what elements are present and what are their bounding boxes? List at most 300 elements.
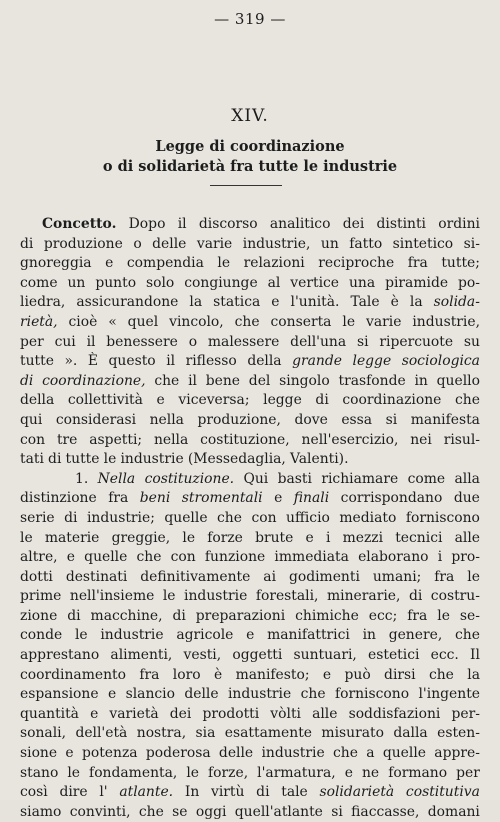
word: se <box>172 803 188 820</box>
word: È <box>87 353 99 370</box>
word: cui <box>54 333 76 350</box>
word: industrie <box>261 745 325 762</box>
word: 1. <box>75 470 89 487</box>
word: esten- <box>437 725 480 742</box>
word: slancio <box>125 686 175 703</box>
word: coordinazione <box>342 392 442 409</box>
word: industrie <box>227 686 292 703</box>
word: dell'età <box>75 725 128 742</box>
word: espansione <box>20 686 99 703</box>
text-line <box>20 568 480 588</box>
text-line <box>20 450 480 470</box>
word: po- <box>458 274 480 291</box>
word: il <box>188 372 197 389</box>
word: alle <box>454 529 480 546</box>
word: fra <box>139 666 160 683</box>
word: fiaccasse, <box>351 803 420 820</box>
word: o <box>133 235 142 252</box>
word: a <box>366 745 375 762</box>
word: l'armatura, <box>257 764 336 781</box>
word: che <box>138 803 164 820</box>
word: e <box>246 627 255 644</box>
word: Tale <box>350 294 380 311</box>
word: Qui <box>243 470 269 487</box>
word: alla <box>454 470 480 487</box>
word: serie <box>20 509 55 526</box>
word: fatto <box>349 235 383 252</box>
word: singolo <box>279 372 330 389</box>
word: godimenti <box>288 568 360 585</box>
word: considerasi <box>55 411 137 428</box>
word: dire <box>59 784 88 801</box>
word: quelle <box>164 509 208 526</box>
word: solo <box>146 274 175 291</box>
word: nei <box>410 431 432 448</box>
word: quantità <box>20 705 79 722</box>
word: fra <box>407 607 428 624</box>
word: nostra, <box>136 725 187 742</box>
text-line <box>20 274 480 294</box>
word: sonali, <box>20 725 67 742</box>
word: vesti, <box>183 647 222 664</box>
word: malessere <box>207 333 280 350</box>
word: quelle <box>84 549 128 566</box>
word: industrie; <box>86 509 155 526</box>
title-divider <box>210 185 282 186</box>
word: l'ingente <box>418 686 480 703</box>
word: reciproche <box>318 255 395 272</box>
word: varietà <box>109 705 159 722</box>
word: fra <box>434 568 455 585</box>
word: tutte <box>20 353 54 370</box>
word: così <box>20 784 48 801</box>
word: statica <box>213 294 261 311</box>
word: le <box>67 764 81 781</box>
chapter-title-line-2: o di solidarietà fra tutte le industrie <box>102 158 398 175</box>
word: produzione <box>43 235 123 252</box>
word: i <box>437 549 443 566</box>
word: industrie <box>120 451 184 468</box>
word: preparazioni <box>195 607 286 624</box>
word: il <box>86 333 96 350</box>
word: discorso <box>198 216 258 232</box>
word: forze <box>207 529 243 546</box>
word: ne <box>361 764 380 781</box>
word: che <box>455 392 480 409</box>
text-line <box>20 685 480 705</box>
word: dei <box>342 216 365 232</box>
word: in <box>362 627 376 644</box>
word: potenza <box>81 745 138 762</box>
word: domani <box>427 803 480 820</box>
word: gnoreggia <box>20 255 92 272</box>
word: tecnici <box>395 529 443 546</box>
word: Dopo <box>128 216 166 232</box>
word: mezzi <box>342 529 384 546</box>
word: in <box>414 372 428 389</box>
word: manifattrici <box>267 627 350 644</box>
word: e <box>274 490 283 507</box>
word: In <box>184 784 200 801</box>
word: costituzione, <box>200 431 290 448</box>
word: stromentali <box>181 490 263 507</box>
word: solidarietà <box>319 784 395 801</box>
word: le <box>74 627 88 644</box>
word: industrie, <box>242 235 311 252</box>
word: nell'esercizio, <box>301 431 399 448</box>
word: chimiche <box>295 607 359 624</box>
word: che <box>154 372 180 389</box>
word: suntuari, <box>293 647 357 664</box>
word: le <box>20 529 33 546</box>
text-line <box>20 313 480 333</box>
word: come <box>20 274 58 291</box>
word: poderosa <box>145 745 211 762</box>
word: della <box>20 392 55 409</box>
text-line <box>20 391 480 411</box>
word: se- <box>459 607 480 624</box>
text-line <box>20 666 480 686</box>
word: liedra, <box>20 294 66 311</box>
word: trasfonde <box>338 372 406 389</box>
word: e <box>344 764 353 781</box>
word: cioè <box>68 313 98 330</box>
text-line <box>20 470 480 490</box>
word: destinati <box>65 568 128 585</box>
text-line <box>20 333 480 353</box>
word: greggie, <box>111 529 171 546</box>
word: le <box>217 255 231 272</box>
word: il <box>166 353 176 370</box>
word: delle <box>184 686 219 703</box>
word: tutte; <box>441 255 480 272</box>
word: e <box>271 294 280 311</box>
word: di <box>20 235 34 252</box>
word: corrispondano <box>340 490 443 507</box>
text-line <box>20 215 480 235</box>
word: ai <box>263 568 277 585</box>
word: di <box>48 451 62 468</box>
word: materie <box>44 529 100 546</box>
paragraph-costituzione <box>20 470 480 822</box>
text-line <box>20 254 480 274</box>
word: che <box>300 686 326 703</box>
word: fra <box>407 255 428 272</box>
word: prime <box>20 588 62 605</box>
word: ecc. <box>430 647 459 664</box>
word: beni <box>139 490 171 507</box>
word: ufficio <box>286 509 330 526</box>
word: tutte <box>65 451 100 468</box>
word: quello <box>436 372 480 389</box>
word: solida- <box>433 294 480 311</box>
word: virtù <box>210 784 245 801</box>
word: le <box>103 451 117 468</box>
word: misurato <box>321 725 384 742</box>
word: soddisfazioni <box>348 705 441 722</box>
word: congiunge <box>184 274 258 291</box>
word: dotti <box>20 568 53 585</box>
word: sia <box>195 725 216 742</box>
word: che <box>136 549 162 566</box>
word: mediato <box>339 509 397 526</box>
word: coordinamento <box>20 666 126 683</box>
word: costituzione. <box>144 470 235 487</box>
word: industrie <box>184 588 248 605</box>
word: (Messedaglia, <box>187 451 286 468</box>
word: bene <box>205 372 241 389</box>
word: che <box>454 627 480 644</box>
word: macchine, <box>90 607 163 624</box>
word: richiamare <box>321 470 399 487</box>
word: industrie <box>100 627 164 644</box>
word: Concetto. <box>42 216 117 232</box>
word: industrie, <box>412 313 480 330</box>
word: di <box>172 607 186 624</box>
word: Il <box>469 647 480 664</box>
word: del <box>248 372 271 389</box>
word: per <box>456 764 480 781</box>
word: piramide <box>385 274 449 291</box>
word: prodotti <box>202 705 260 722</box>
word: dirsi <box>384 666 416 683</box>
word: finali <box>293 490 330 507</box>
word: compendia <box>126 255 204 272</box>
word: rietà, <box>20 313 58 330</box>
word: varie <box>365 313 402 330</box>
text-line <box>20 489 480 509</box>
word: fra <box>108 490 129 507</box>
word: con <box>170 549 196 566</box>
text-line <box>20 411 480 431</box>
word: elaborano <box>358 549 429 566</box>
word: agricole <box>176 627 234 644</box>
text-line <box>20 724 480 744</box>
word: al <box>267 274 281 291</box>
word: e <box>156 392 165 409</box>
word: benessere <box>106 333 178 350</box>
word: ordini <box>438 216 480 232</box>
word: le <box>186 764 199 781</box>
word: sione <box>20 745 58 762</box>
word: costru- <box>430 588 480 605</box>
word: e <box>322 666 332 683</box>
word: per <box>20 333 44 350</box>
word: oggetti <box>232 647 283 664</box>
word: di <box>408 588 423 605</box>
word: si <box>385 411 398 428</box>
word: manifesta <box>410 411 480 428</box>
word: delle <box>218 745 254 762</box>
word: che <box>332 745 358 762</box>
word: delle <box>152 235 187 252</box>
text-line <box>20 764 480 784</box>
word: siamo <box>20 803 62 820</box>
word: con <box>20 431 46 448</box>
word: riflesso <box>185 353 237 370</box>
word: manifesto; <box>235 666 310 683</box>
word: definitivamente <box>140 568 251 585</box>
paragraph-concetto <box>20 215 480 470</box>
word: funzione <box>204 549 266 566</box>
word: stano <box>20 764 59 781</box>
word: ». <box>64 353 78 370</box>
word: qui <box>20 411 43 428</box>
word: nella <box>153 431 189 448</box>
word: estetici <box>368 647 420 664</box>
word: analitico <box>269 216 331 232</box>
word: esattamente <box>224 725 312 742</box>
word: brute <box>255 529 294 546</box>
word: è <box>213 666 223 683</box>
word: la <box>467 666 480 683</box>
word: e <box>65 745 74 762</box>
word: per- <box>451 705 480 722</box>
text-line <box>20 587 480 607</box>
word: dove <box>294 411 328 428</box>
word: coordinazione, <box>42 372 146 389</box>
word: quel <box>127 313 159 330</box>
word: viceversa; <box>178 392 250 409</box>
word: costitutiva <box>405 784 480 801</box>
word: dalla <box>393 725 428 742</box>
word: che <box>234 313 260 330</box>
word: dell'una <box>290 333 347 350</box>
word: vòlti <box>270 705 301 722</box>
word: formano <box>388 764 448 781</box>
word: legge <box>352 353 392 370</box>
word: ecc; <box>368 607 398 624</box>
word: essa <box>341 411 373 428</box>
word: sintetico <box>392 235 454 252</box>
word: forze, <box>208 764 249 781</box>
text-line <box>20 744 480 764</box>
word: su <box>463 333 480 350</box>
chapter-number: XIV. <box>231 106 269 126</box>
text-line <box>20 607 480 627</box>
word: i <box>325 529 331 546</box>
word: e <box>66 549 75 566</box>
word: e <box>105 255 114 272</box>
word: è <box>390 294 399 311</box>
word: di <box>256 784 270 801</box>
word: tati <box>20 451 44 468</box>
word: collettività <box>67 392 143 409</box>
word: le <box>162 588 176 605</box>
word: loro <box>172 666 201 683</box>
word: produzione, <box>197 411 281 428</box>
word: immediata <box>274 549 349 566</box>
word: appre- <box>434 745 480 762</box>
word: le <box>182 529 196 546</box>
word: la <box>189 294 203 311</box>
text-line <box>20 803 480 822</box>
text-line <box>20 509 480 529</box>
word: umani; <box>372 568 422 585</box>
word: zione <box>20 607 58 624</box>
word: distinti <box>376 216 426 232</box>
word: legge <box>263 392 302 409</box>
word: della <box>247 353 282 370</box>
word: che <box>217 509 242 526</box>
word: conserta <box>270 313 332 330</box>
word: basti <box>277 470 312 487</box>
word: vertice <box>290 274 340 291</box>
word: si <box>331 803 343 820</box>
word: di <box>64 509 78 526</box>
text-line <box>20 548 480 568</box>
text-line <box>20 431 480 451</box>
word: tale <box>281 784 308 801</box>
word: distinzione <box>20 490 97 507</box>
word: Valenti). <box>290 451 349 468</box>
word: relazioni <box>243 255 305 272</box>
text-line <box>20 372 480 392</box>
word: forniscono <box>334 686 410 703</box>
word: di <box>67 607 81 624</box>
word: la <box>409 294 423 311</box>
body-text <box>20 215 480 822</box>
word: le <box>342 313 356 330</box>
word: apprestano <box>20 647 100 664</box>
word: l' <box>99 784 108 801</box>
word: Nella <box>97 470 136 487</box>
word: minerarie, <box>327 588 401 605</box>
word: atlante. <box>119 784 174 801</box>
word: varie <box>196 235 233 252</box>
word: con <box>251 509 277 526</box>
word: e <box>90 705 99 722</box>
word: e <box>107 686 117 703</box>
word: assicurandone <box>76 294 179 311</box>
word: e <box>305 529 314 546</box>
word: nell'insieme <box>69 588 155 605</box>
page-number: — 319 — <box>214 10 286 28</box>
text-line <box>20 705 480 725</box>
word: che <box>428 666 454 683</box>
word: si- <box>463 235 480 252</box>
text-line <box>20 626 480 646</box>
word: una <box>348 274 376 291</box>
word: tre <box>56 431 78 448</box>
text-line <box>20 646 480 666</box>
word: si <box>356 333 369 350</box>
word: « <box>108 313 117 330</box>
word: punto <box>95 274 137 291</box>
text-line <box>20 529 480 549</box>
word: alle <box>312 705 338 722</box>
word: forestali, <box>255 588 319 605</box>
word: come <box>407 470 446 487</box>
word: altre, <box>20 549 58 566</box>
word: due <box>453 490 480 507</box>
word: le <box>437 607 450 624</box>
word: forniscono <box>405 509 480 526</box>
word: questo <box>108 353 156 370</box>
word: aspetti; <box>89 431 143 448</box>
word: un <box>320 235 339 252</box>
word: un <box>67 274 86 291</box>
word: o <box>188 333 198 350</box>
word: convinti, <box>69 803 131 820</box>
chapter-title <box>0 137 500 177</box>
text-line <box>20 352 480 372</box>
word: risul- <box>443 431 480 448</box>
word: vincolo, <box>169 313 224 330</box>
word: quelle <box>382 745 426 762</box>
word: dei <box>169 705 192 722</box>
word: genere, <box>388 627 443 644</box>
